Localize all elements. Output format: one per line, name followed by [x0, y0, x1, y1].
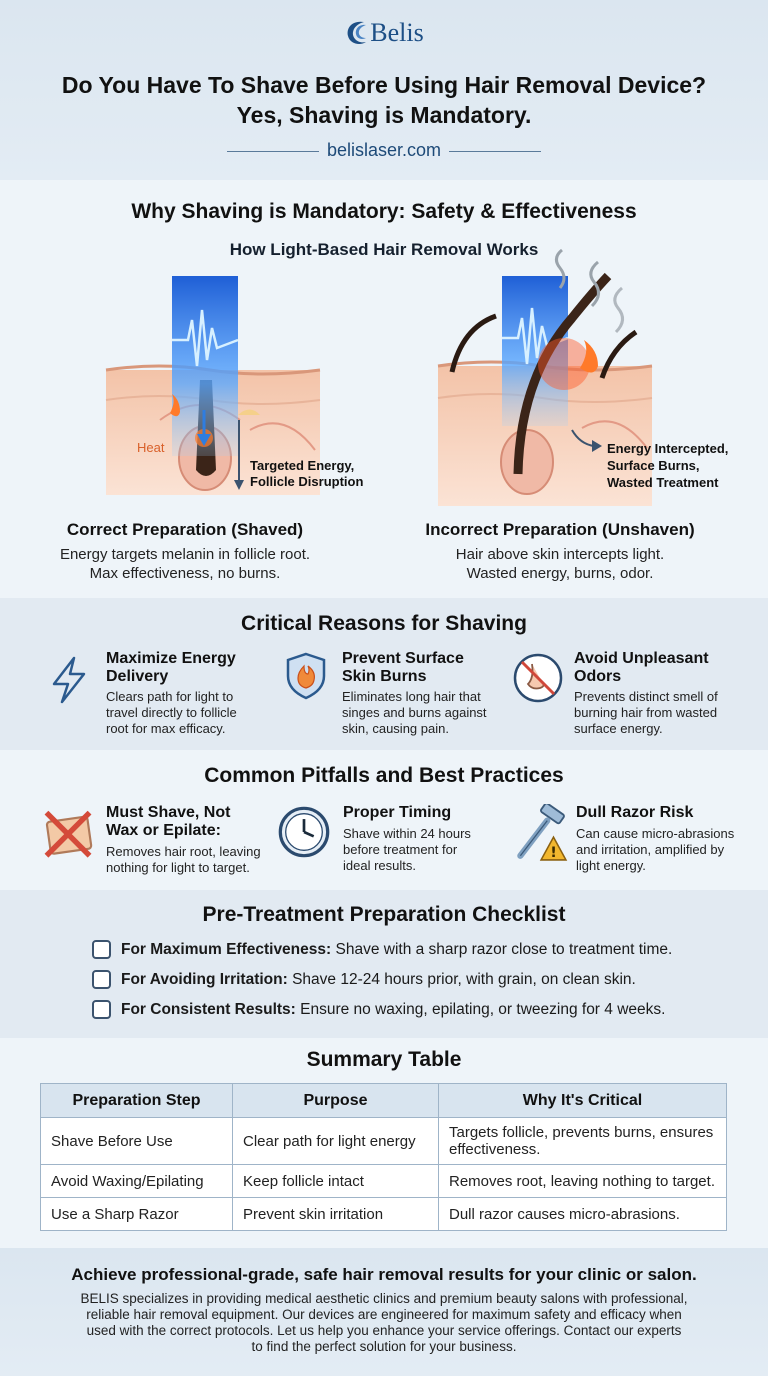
cta-title: Achieve professional-grade, safe hair removal results for your clinic or salon. — [71, 1265, 697, 1284]
reason-item-energy — [44, 650, 274, 740]
reason-title-line: Maximize Energy — [106, 650, 236, 667]
cta-body — [0, 1291, 768, 1355]
reason-title-line: Skin Burns — [342, 668, 427, 685]
cta-body-line: used with the correct protocols. Let us help you enhance your service offerings. Contact our experts — [86, 1323, 682, 1338]
checklist-item-label: For Avoiding Irritation: — [121, 970, 288, 988]
reason-desc-line: Prevents distinct smell of — [574, 689, 718, 704]
pitfall-desc-line: and irritation, amplified by — [576, 842, 725, 857]
clock-icon — [276, 804, 332, 860]
incorrect-callout-line3: Wasted Treatment — [607, 475, 719, 490]
reason-desc — [106, 689, 281, 737]
cta-body-line: reliable hair removal equipment. Our devices are engineered for maximum safety and efficacy when — [86, 1307, 682, 1322]
column-header: Preparation Step — [41, 1084, 233, 1118]
checklist-item-text: Shave 12-24 hours prior, with grain, on clean skin. — [287, 970, 636, 988]
incorrect-desc-line2: Wasted energy, burns, odor. — [466, 565, 654, 582]
reason-title-line: Odors — [574, 668, 622, 685]
pitfall-item-timing — [276, 804, 516, 884]
table-cell: Use a Sharp Razor — [41, 1198, 233, 1231]
table-cell: Avoid Waxing/Epilating — [41, 1165, 233, 1198]
checkbox[interactable] — [92, 940, 111, 959]
reason-title-line: Prevent Surface — [342, 650, 464, 667]
pitfall-title-line: Must Shave, Not — [106, 804, 231, 821]
pitfall-item-razor — [510, 804, 755, 884]
reason-desc-line: Clears path for light to — [106, 689, 234, 704]
pitfall-desc-line: Can cause micro-abrasions — [576, 826, 735, 841]
reason-desc-line: skin, causing pain. — [342, 721, 449, 736]
title-line-1: Do You Have To Shave Before Using Hair Removal Device? — [61, 72, 707, 98]
table-row — [41, 1118, 727, 1165]
pitfall-title-line: Wax or Epilate: — [106, 822, 221, 839]
why-heading: Why Shaving is Mandatory: Safety & Effectiveness — [131, 200, 637, 223]
pitfall-desc-line: ideal results. — [343, 858, 416, 873]
reason-item-burns — [280, 650, 510, 740]
table-cell: Keep follicle intact — [233, 1165, 439, 1198]
summary-table — [40, 1083, 727, 1231]
table-cell: Prevent skin irritation — [233, 1198, 439, 1231]
table-cell: Targets follicle, prevents burns, ensures effectiveness. — [439, 1118, 727, 1165]
reason-desc-line: travel directly to follicle — [106, 705, 237, 720]
reason-desc-line: Eliminates long hair that — [342, 689, 481, 704]
svg-text:!: ! — [550, 844, 557, 861]
table-row — [41, 1198, 727, 1231]
pitfall-title: Dull Razor Risk — [576, 804, 694, 821]
reason-desc-line: singes and burns against — [342, 705, 487, 720]
page-title — [0, 70, 768, 130]
reason-title — [342, 650, 512, 686]
reasons-heading: Critical Reasons for Shaving — [241, 612, 527, 635]
heat-label: Heat — [137, 440, 165, 455]
shield-flame-icon — [280, 650, 332, 702]
cta-body-line: to find the perfect solution for your business. — [251, 1339, 517, 1354]
correct-desc-line1: Energy targets melanin in follicle root. — [59, 546, 311, 563]
divider-left — [227, 151, 319, 152]
column-header: Purpose — [233, 1084, 439, 1118]
title-line-2: Yes, Shaving is Mandatory. — [236, 102, 532, 128]
checklist-item[interactable] — [92, 940, 672, 959]
why-subheading: How Light-Based Hair Removal Works — [229, 240, 539, 259]
lightning-icon — [44, 654, 96, 706]
reason-title — [574, 650, 744, 686]
summary-heading: Summary Table — [306, 1048, 462, 1071]
checklist-item-label: For Consistent Results: — [121, 1000, 296, 1018]
brand-logo[interactable] — [0, 18, 768, 48]
reason-title — [106, 650, 276, 686]
no-wax-icon — [40, 804, 96, 860]
pitfall-desc-line: before treatment for — [343, 842, 458, 857]
table-cell: Clear path for light energy — [233, 1118, 439, 1165]
checkbox[interactable] — [92, 1000, 111, 1019]
reason-title-line: Delivery — [106, 668, 169, 685]
table-row — [41, 1165, 727, 1198]
table-cell: Shave Before Use — [41, 1118, 233, 1165]
reason-desc — [342, 689, 517, 737]
checkbox[interactable] — [92, 970, 111, 989]
incorrect-desc-line1: Hair above skin intercepts light. — [455, 546, 665, 563]
incorrect-desc — [400, 545, 720, 583]
incorrect-title: Incorrect Preparation (Unshaven) — [425, 520, 695, 539]
pitfall-title — [106, 804, 276, 840]
correct-desc — [40, 545, 330, 583]
pitfall-desc — [343, 826, 518, 874]
checklist-heading: Pre-Treatment Preparation Checklist — [202, 903, 566, 926]
pitfall-desc-line: light energy. — [576, 858, 646, 873]
reason-item-odors — [512, 650, 752, 740]
website-link[interactable]: belislaser.com — [326, 140, 442, 160]
checklist-item[interactable] — [92, 970, 636, 989]
cta-body-line: BELIS specializes in providing medical aesthetic clinics and premium beauty salons with professional, — [80, 1291, 688, 1306]
reason-desc-line: burning hair from wasted — [574, 705, 718, 720]
website-row — [0, 140, 768, 161]
correct-callout-line2: Follicle Disruption — [250, 474, 364, 489]
brand-name: Belis — [370, 18, 424, 47]
correct-callout-line1: Targeted Energy, — [250, 458, 355, 473]
column-header: Why It's Critical — [439, 1084, 727, 1118]
checklist-item-label: For Maximum Effectiveness: — [121, 940, 332, 958]
checklist-item-text: Shave with a sharp razor close to treatment time. — [331, 940, 673, 958]
correct-desc-line2: Max effectiveness, no burns. — [89, 565, 281, 582]
correct-title: Correct Preparation (Shaved) — [66, 520, 304, 539]
razor-warning-icon — [510, 804, 568, 862]
logo-swirl-icon — [344, 18, 370, 48]
incorrect-callout — [607, 440, 728, 491]
pitfall-desc — [106, 844, 281, 876]
reason-desc-line: root for max efficacy. — [106, 721, 226, 736]
incorrect-callout-line1: Energy Intercepted, — [607, 441, 729, 456]
incorrect-callout-line2: Surface Burns, — [607, 458, 700, 473]
reason-desc-line: surface energy. — [574, 721, 663, 736]
pitfalls-heading: Common Pitfalls and Best Practices — [204, 764, 564, 787]
reason-title-line: Avoid Unpleasant — [574, 650, 709, 667]
checklist-item-text: Ensure no waxing, epilating, or tweezing for 4 weeks. — [295, 1000, 666, 1018]
pitfall-desc — [576, 826, 751, 874]
correct-callout — [250, 458, 363, 490]
pitfall-desc-line: Removes hair root, leaving — [106, 844, 261, 859]
pitfall-desc-line: Shave within 24 hours — [343, 826, 471, 841]
table-cell: Removes root, leaving nothing to target. — [439, 1165, 727, 1198]
pitfall-desc-line: nothing for light to target. — [106, 860, 250, 875]
divider-right — [449, 151, 541, 152]
table-header-row — [41, 1084, 727, 1118]
reason-desc — [574, 689, 749, 737]
pitfall-title: Proper Timing — [343, 804, 452, 821]
checklist-item[interactable] — [92, 1000, 665, 1019]
no-smell-icon — [512, 652, 564, 704]
pitfall-item-wax — [40, 804, 280, 884]
table-cell: Dull razor causes micro-abrasions. — [439, 1198, 727, 1231]
